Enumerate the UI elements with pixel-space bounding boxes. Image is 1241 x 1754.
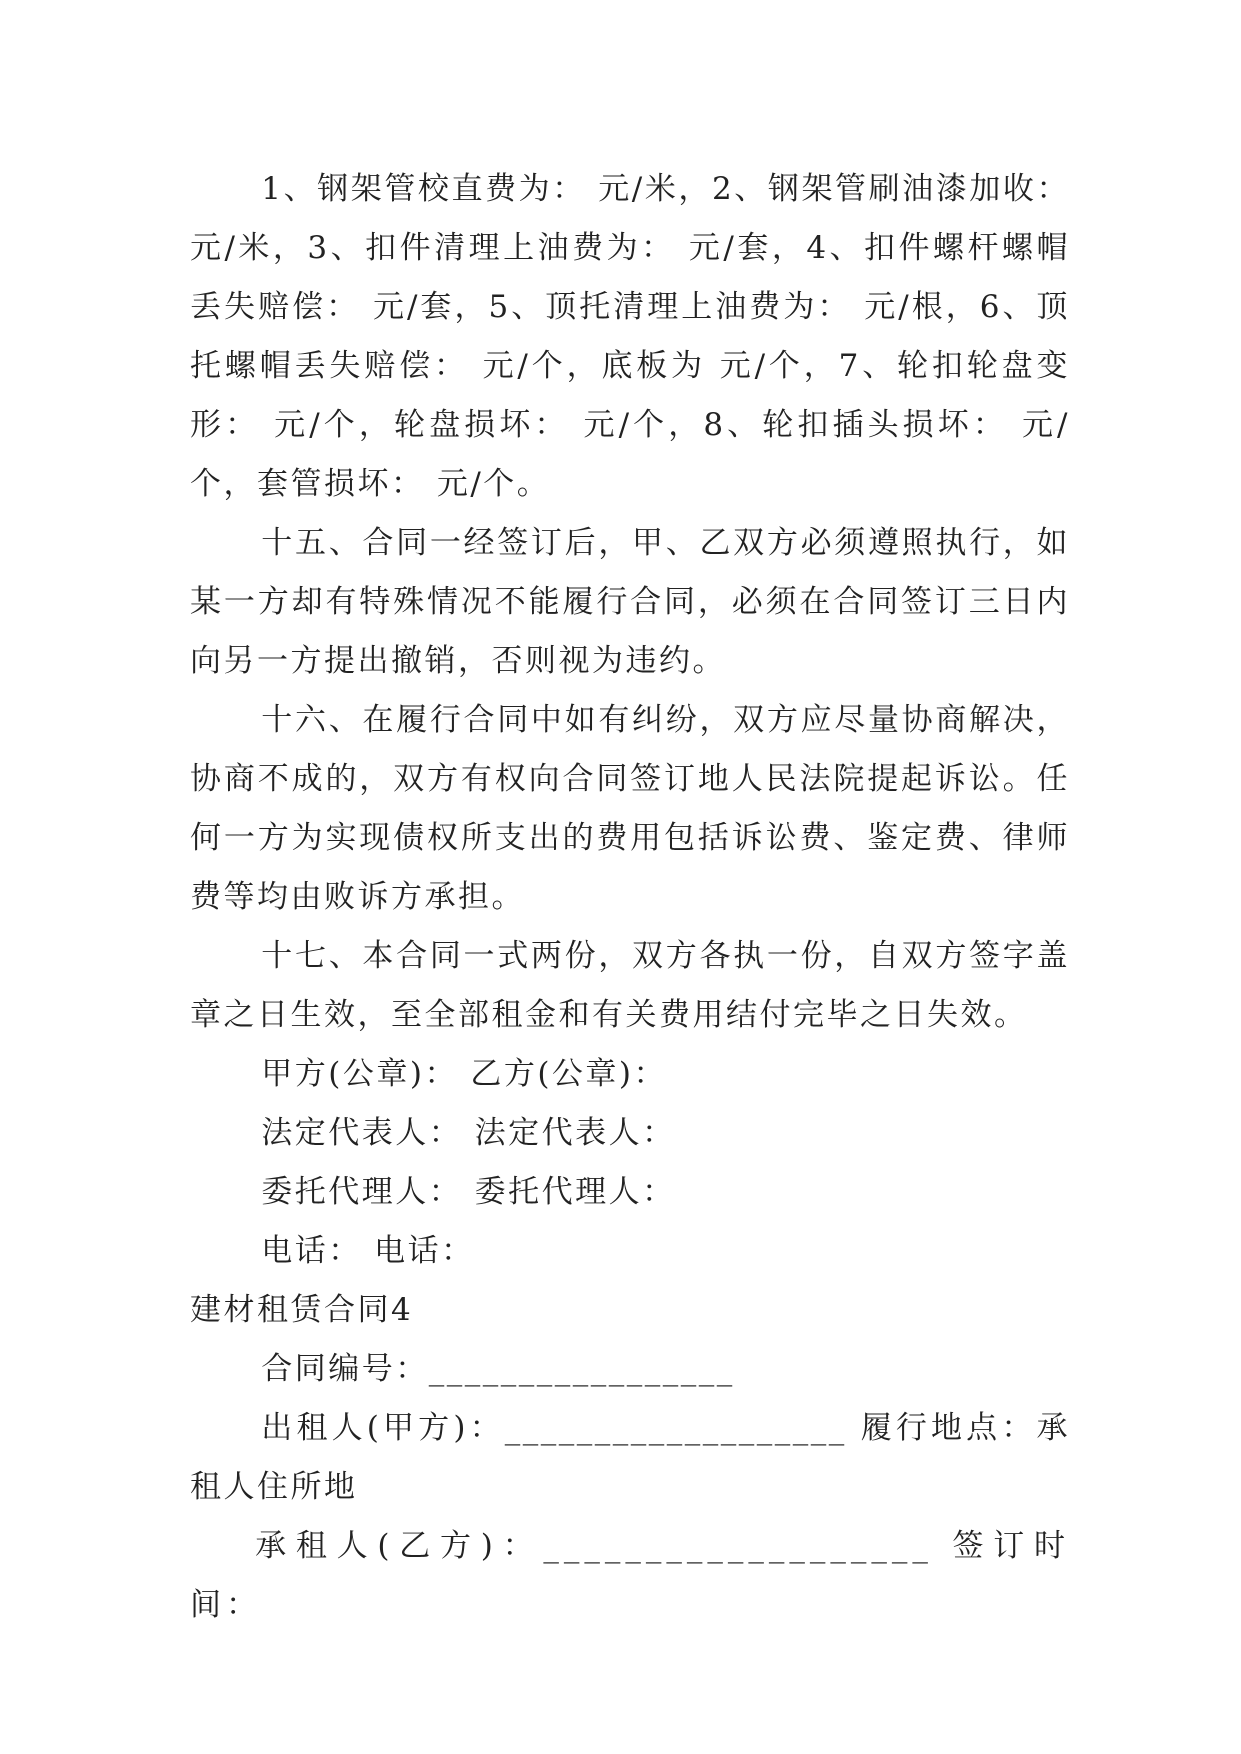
contract-number-line: 合同编号：_________________ (261, 1351, 735, 1387)
document-body (190, 160, 1070, 1635)
lessee-line: 承租人(乙方)：___________________ 签订时间： (190, 1528, 1070, 1623)
fee-schedule-paragraph: 1、钢架管校直费为： 元/米，2、钢架管刷油漆加收：元/米，3、扣件清理上油费为： 元/套，4、扣件螺杆螺帽丢失赔偿： 元/套，5、顶托清理上油费为： 元/根，6、顶托螺帽丢失赔偿： 元/个，底板为 元/个，7、轮扣轮盘变形： 元/个，轮盘损坏： 元/个，8、轮扣插头损坏： 元/个，套管损坏： 元/个。 (190, 171, 1070, 502)
seal-signature-line: 甲方(公章)： 乙方(公章)： (261, 1056, 668, 1092)
legal-representative-line: 法定代表人： 法定代表人： (261, 1115, 676, 1151)
clause-16-paragraph: 十六、在履行合同中如有纠纷，双方应尽量协商解决，协商不成的，双方有权向合同签订地人民法院提起诉讼。任何一方为实现债权所支出的费用包括诉讼费、鉴定费、律师费等均由败诉方承担。 (190, 702, 1070, 915)
authorized-agent-line: 委托代理人： 委托代理人： (261, 1174, 676, 1210)
clause-17-paragraph: 十七、本合同一式两份，双方各执一份，自双方签字盖章之日生效，至全部租金和有关费用结付完毕之日失效。 (190, 938, 1070, 1033)
clause-15-paragraph: 十五、合同一经签订后，甲、乙双方必须遵照执行，如某一方却有特殊情况不能履行合同，必须在合同签订三日内向另一方提出撤销，否则视为违约。 (190, 525, 1070, 679)
lessor-line: 出租人(甲方)：___________________ 履行地点：承租人住所地 (190, 1410, 1070, 1505)
phone-line: 电话： 电话： (261, 1233, 475, 1269)
next-contract-title: 建材租赁合同4 (190, 1292, 414, 1328)
